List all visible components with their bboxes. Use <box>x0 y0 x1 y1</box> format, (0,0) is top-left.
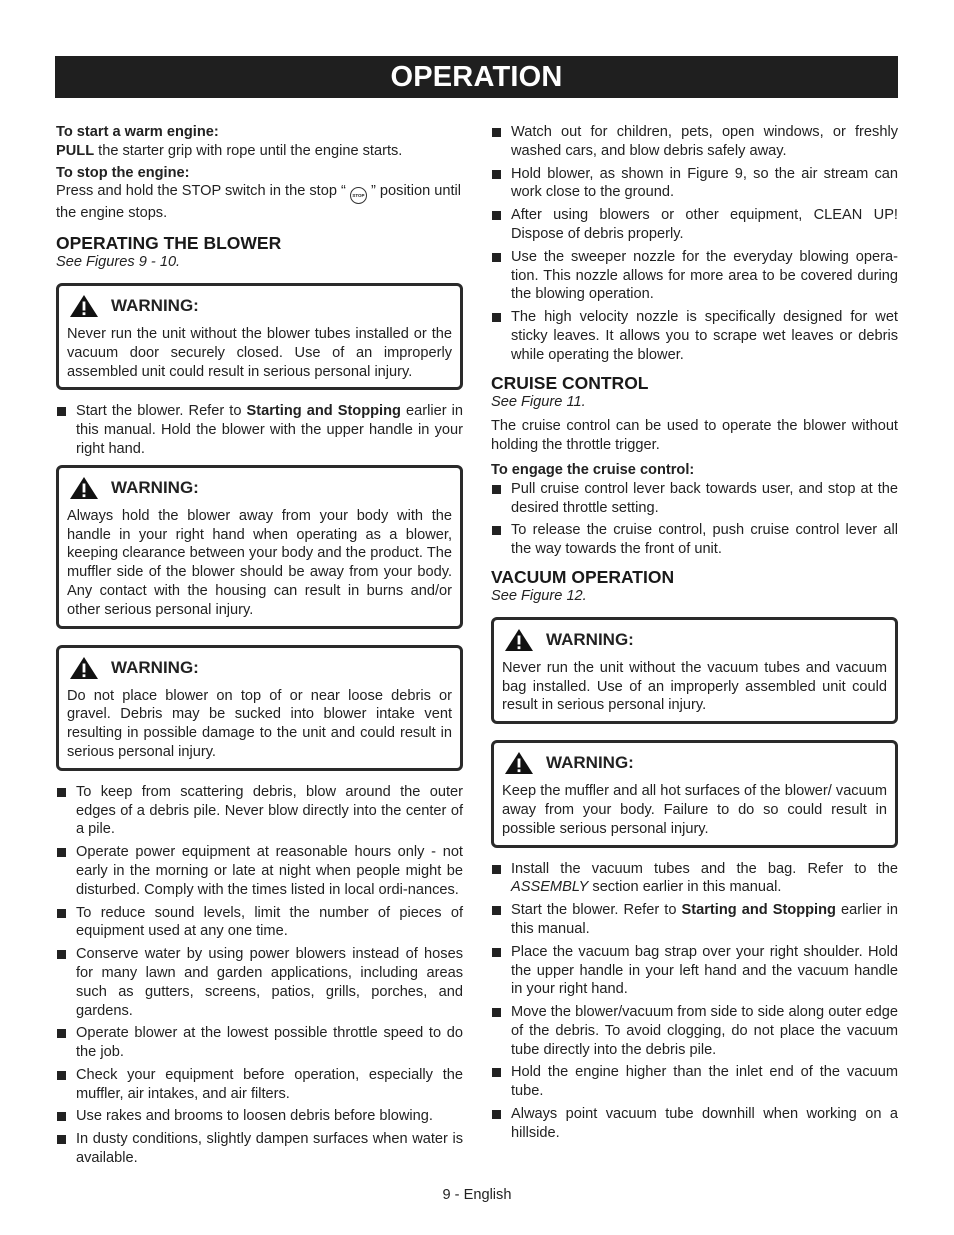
start-text-bold: Starting and Stopping <box>246 403 401 420</box>
warning-title-row <box>69 476 452 500</box>
warning-triangle-icon <box>69 476 99 500</box>
start-text-bold: Starting and Stopping <box>681 902 836 919</box>
list-item <box>56 1066 463 1104</box>
list-item-text: Conserve water by using power blowers instead of hoses for many lawn and garden applications, including areas such as gutters, screens, patios, grills, porches, and gardens. <box>76 946 463 1019</box>
start-text-a: Start the blower. Refer to <box>76 403 247 420</box>
bullet-square-icon <box>492 1008 501 1017</box>
vacuum-operation-see: See Figure 12. <box>491 587 587 604</box>
bullet-square-icon <box>492 865 501 874</box>
vacuum-operation-heading: VACUUM OPERATION <box>491 566 675 587</box>
cruise-control-see: See Figure 11. <box>491 393 586 410</box>
list-item <box>491 901 898 939</box>
stop-text-a: Press and hold the STOP switch in the stop “ <box>56 183 346 200</box>
bullet-square-icon <box>492 253 501 262</box>
bullet-square-icon <box>57 407 66 416</box>
list-item <box>491 165 898 203</box>
list-item-text: Pull cruise control lever back towards user, and stop at the desired throttle setting. <box>511 480 898 516</box>
warning-title: WARNING: <box>546 753 634 773</box>
warning-title: WARNING: <box>546 629 634 649</box>
list-item-text: The high velocity nozzle is specifically designed for wet sticky leaves. It allows you to scrape wet leaves or debris while operating the blower. <box>511 309 898 363</box>
list-item-text: Watch out for children, pets, open windows, or freshly washed cars, and blow debris safely away. <box>511 124 898 159</box>
warning-box-5 <box>491 740 898 847</box>
list-item <box>56 1130 463 1168</box>
page-footer <box>0 1187 954 1203</box>
warning-text: Keep the muffler and all hot surfaces of the blower/ vacuum away from your body. Failure to do so could result in possible serious personal injury. <box>502 783 887 837</box>
list-item-text: After using blowers or other equipment, CLEAN UP! Dispose of debris properly. <box>511 207 898 242</box>
warning-text: Never run the unit without the vacuum tubes and vacuum bag installed. Use of an improperly assembled unit could result in serious personal injury. <box>502 659 887 714</box>
list-item-text: Check your equipment before operation, especially the muffler, air intakes, and air filters. <box>76 1066 463 1102</box>
stop-switch-icon: STOP <box>350 187 367 204</box>
list-item-text: To keep from scattering debris, blow around the outer edges of a debris pile. Never blow directly into the center of a pile. <box>76 783 463 838</box>
list-item <box>491 860 898 898</box>
start-text-b: earlier in this manual. <box>511 902 898 937</box>
list-item-text: Operate power equipment at reasonable hours only - not early in the morning or late at night when people might be disturbed. Comply with the times listed in local ordi-nances. <box>76 844 463 898</box>
list-item <box>491 480 898 518</box>
list-item <box>56 904 463 942</box>
list-item-text: In dusty conditions, slightly dampen surfaces when water is available. <box>76 1131 463 1167</box>
cruise-control-heading: CRUISE CONTROL <box>491 372 649 393</box>
warning-title: WARNING: <box>111 477 199 497</box>
bullet-square-icon <box>492 526 501 535</box>
warning-box-4 <box>491 617 898 724</box>
safety-tips-list <box>491 123 898 365</box>
bullet-square-icon <box>57 1112 66 1121</box>
bullet-square-icon <box>492 313 501 322</box>
vacuum-steps-list <box>491 860 898 1143</box>
warning-triangle-icon <box>69 656 99 680</box>
page-title: OPERATION <box>390 61 563 93</box>
warning-text: Always hold the blower away from your body with the handle in your right hand when operating as a blower, keeping clearance between your body and the product. The muffler side of the blower should be away from your body. Any contact with the housing can result in burns and/or other serious personal injury. <box>67 507 452 618</box>
list-item <box>56 1107 463 1126</box>
warning-title-row <box>69 656 452 680</box>
install-text-a: Install the vacuum tubes and the bag. Refer to the <box>511 860 898 877</box>
warning-triangle-icon <box>504 751 534 775</box>
bullet-square-icon <box>492 170 501 179</box>
bullet-square-icon <box>57 848 66 857</box>
start-text-a: Start the blower. Refer to <box>511 902 682 919</box>
warning-text: Do not place blower on top of or near loose debris or gravel. Debris may be sucked into blower intake vent resulting in possible damage to the unit and could result in serious personal injury. <box>67 687 452 760</box>
warning-title-row <box>504 628 887 652</box>
start-text-b: earlier in this manual. Hold the blower with the upper handle in your right hand. <box>76 403 463 457</box>
list-item-text: To reduce sound levels, limit the number of pieces of equipment used at any one time. <box>76 904 463 940</box>
warm-start-body: the starter grip with rope until the engine starts. <box>94 142 403 159</box>
list-item-text: Use rakes and brooms to loosen debris before blowing. <box>76 1108 433 1125</box>
page-number: 9 - English <box>442 1187 512 1203</box>
bullet-square-icon <box>492 948 501 957</box>
engage-cruise-heading: To engage the cruise control: <box>491 461 695 478</box>
install-text-italic: ASSEMBLY <box>511 879 589 896</box>
bullet-square-icon <box>57 788 66 797</box>
warning-title: WARNING: <box>111 295 199 315</box>
list-item-text: Operate blower at the lowest possible throttle speed to do the job. <box>76 1025 463 1061</box>
list-item-text: Use the sweeper nozzle for the everyday blowing opera-tion. This nozzle allows for more area to be covered during the blowing operation. <box>511 248 898 303</box>
bullet-square-icon <box>492 485 501 494</box>
list-item-text: Place the vacuum bag strap over your right shoulder. Hold the upper handle in your left hand and the vacuum handle in your right hand. <box>511 943 898 998</box>
list-item <box>491 1003 898 1059</box>
warning-title-row <box>69 294 452 318</box>
list-item-text: Move the blower/vacuum from side to side along outer edge of the debris. To avoid clogging, do not place the vacuum tube directly into the debris pile. <box>511 1004 898 1058</box>
operating-blower-heading: OPERATING THE BLOWER <box>56 233 282 254</box>
warning-text: Never run the unit without the blower tubes installed or the vacuum door securely closed. Use of an improperly assembled unit could result in serious personal injury. <box>67 325 452 380</box>
list-item <box>491 1105 898 1143</box>
list-item <box>491 123 898 161</box>
stop-heading: To stop the engine: <box>56 164 190 181</box>
list-item-text: Hold the engine higher than the inlet end of the vacuum tube. <box>511 1064 898 1100</box>
warning-triangle-icon <box>504 628 534 652</box>
list-item-text: To release the cruise control, push cruise control lever all the way towards the front of unit. <box>511 522 898 558</box>
operating-blower-see: See Figures 9 - 10. <box>56 254 181 271</box>
bullet-square-icon <box>492 1110 501 1119</box>
warm-start-heading: To start a warm engine: <box>56 124 219 140</box>
cruise-control-text: The cruise control can be used to operate the blower without holding the throttle trigger. <box>491 418 898 454</box>
list-item <box>491 206 898 244</box>
list-item <box>56 402 463 458</box>
bullet-square-icon <box>57 909 66 918</box>
list-item <box>56 945 463 1020</box>
bullet-square-icon <box>57 1135 66 1144</box>
stop-text-b: ” position until the engine stops. <box>56 183 462 222</box>
start-blower-list <box>56 402 463 458</box>
warm-start-text <box>56 142 463 161</box>
left-column <box>56 123 463 1172</box>
warning-box-1 <box>56 283 463 390</box>
bullet-square-icon <box>492 1068 501 1077</box>
cruise-list <box>491 480 898 559</box>
stop-text <box>56 182 463 223</box>
warning-box-2 <box>56 465 463 629</box>
list-item-text: Hold blower, as shown in Figure 9, so the air stream can work close to the ground. <box>511 165 898 201</box>
right-column <box>491 123 898 1147</box>
bullet-square-icon <box>492 906 501 915</box>
bullet-square-icon <box>57 950 66 959</box>
list-item <box>491 308 898 364</box>
page-title-banner <box>55 56 898 98</box>
list-item <box>491 1063 898 1101</box>
warning-title: WARNING: <box>111 657 199 677</box>
list-item <box>491 248 898 304</box>
bullet-square-icon <box>492 128 501 137</box>
bullet-square-icon <box>492 211 501 220</box>
install-text-b: section earlier in this manual. <box>588 879 782 896</box>
list-item <box>56 843 463 899</box>
bullet-square-icon <box>57 1029 66 1038</box>
warning-triangle-icon <box>69 294 99 318</box>
bullet-square-icon <box>57 1071 66 1080</box>
list-item-text: Always point vacuum tube downhill when working on a hillside. <box>511 1106 898 1141</box>
list-item <box>56 783 463 839</box>
list-item <box>56 1024 463 1062</box>
warning-box-3 <box>56 645 463 771</box>
blower-tips-list <box>56 783 463 1168</box>
list-item <box>491 521 898 559</box>
pull-label: PULL <box>56 142 95 159</box>
warning-title-row <box>504 751 887 775</box>
list-item <box>491 943 898 999</box>
